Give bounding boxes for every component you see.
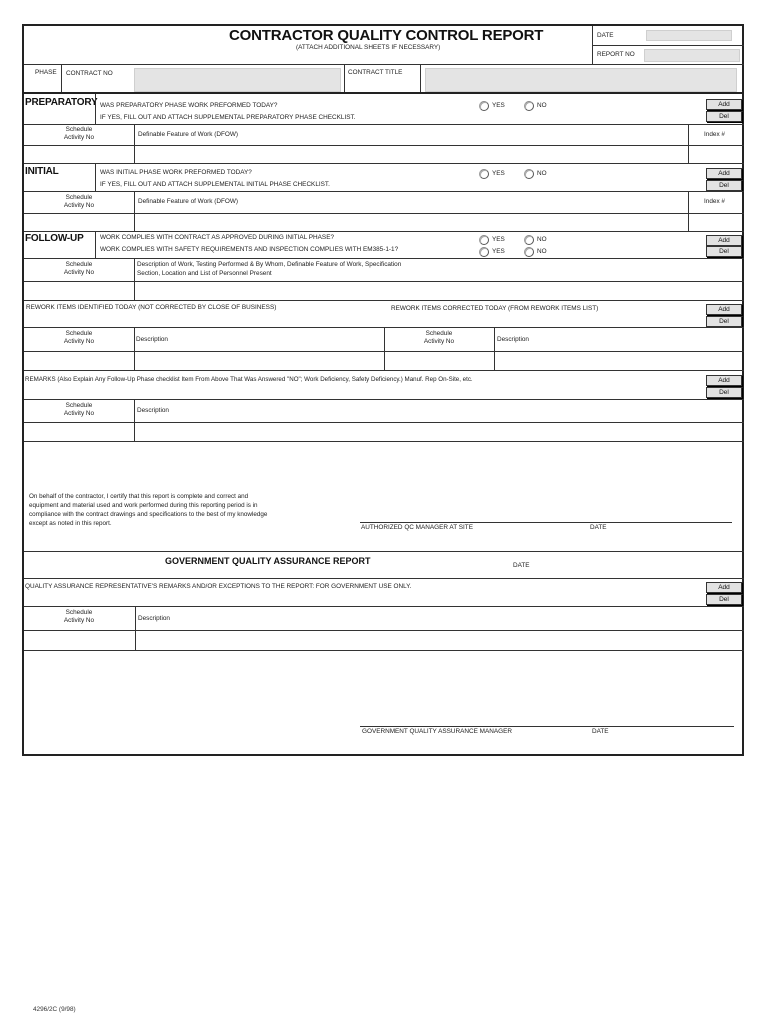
preparatory-heading: PREPARATORY xyxy=(25,97,98,108)
initial-no-radio[interactable] xyxy=(524,169,534,179)
form-number: 4296/2C (9/98) xyxy=(33,1006,76,1013)
qc-manager-label: AUTHORIZED QC MANAGER AT SITE xyxy=(361,524,473,531)
rework-entry-row[interactable] xyxy=(24,352,744,369)
government-date-label: DATE xyxy=(513,562,530,569)
activity-no-label: Activity No xyxy=(423,338,455,345)
preparatory-yes-label: YES xyxy=(492,102,505,109)
schedule-label: Schedule xyxy=(65,402,93,409)
certification-line: compliance with the contract drawings and specifications to the best of my knowledge xyxy=(29,511,268,518)
followup-del-button[interactable]: Del xyxy=(706,246,742,257)
qa-description-header: Description xyxy=(138,615,170,622)
activity-no-label: Activity No xyxy=(63,410,95,417)
qa-manager-date-label: DATE xyxy=(592,728,609,735)
preparatory-no-radio[interactable] xyxy=(524,101,534,111)
followup-description-line2: Section, Location and List of Personnel Present xyxy=(137,270,272,277)
phase-label: PHASE xyxy=(35,69,57,76)
initial-dfow-header: Definable Feature of Work (DFOW) xyxy=(138,198,239,205)
preparatory-no-label: NO xyxy=(537,102,547,109)
rework-right-schedule-header xyxy=(384,330,494,346)
initial-del-button[interactable]: Del xyxy=(706,180,742,191)
followup-entry-row[interactable] xyxy=(24,282,744,299)
rework-add-button[interactable]: Add xyxy=(706,304,742,315)
certification-line: On behalf of the contractor, I certify that this report is complete and correct and xyxy=(29,493,249,500)
initial-question: WAS INITIAL PHASE WORK PREFORMED TODAY? xyxy=(100,169,252,176)
remarks-description-header: Description xyxy=(137,407,169,414)
qc-date-label: DATE xyxy=(590,524,607,531)
followup-contract-no-radio[interactable] xyxy=(524,235,534,245)
date-field[interactable] xyxy=(646,30,732,41)
activity-no-label: Activity No xyxy=(63,134,95,141)
followup-safety-yes-radio[interactable] xyxy=(479,247,489,257)
followup-question-safety: WORK COMPLIES WITH SAFETY REQUIREMENTS AND INSPECTION COMPLIES WITH EM385-1-1? xyxy=(100,246,399,253)
activity-no-label: Activity No xyxy=(63,269,95,276)
followup-add-button[interactable]: Add xyxy=(706,235,742,246)
certification-line: equipment and material used and work performed during this reporting period is in xyxy=(29,502,258,509)
followup-safety-yes-label: YES xyxy=(492,248,505,255)
preparatory-schedule-header xyxy=(24,126,134,142)
remarks-del-button[interactable]: Del xyxy=(706,387,742,398)
date-label: DATE xyxy=(597,32,614,39)
qa-schedule-header xyxy=(24,609,134,625)
preparatory-question: WAS PREPARATORY PHASE WORK PREFORMED TODAY? xyxy=(100,102,278,109)
preparatory-add-button[interactable]: Add xyxy=(706,99,742,110)
initial-schedule-header xyxy=(24,194,134,210)
preparatory-instruction: IF YES, FILL OUT AND ATTACH SUPPLEMENTAL PREPARATORY PHASE CHECKLIST. xyxy=(100,114,356,121)
initial-no-label: NO xyxy=(537,170,547,177)
followup-contract-yes-label: YES xyxy=(492,236,505,243)
followup-safety-no-radio[interactable] xyxy=(524,247,534,257)
report-no-field[interactable] xyxy=(644,49,740,62)
followup-safety-no-label: NO xyxy=(537,248,547,255)
initial-add-button[interactable]: Add xyxy=(706,168,742,179)
preparatory-yes-radio[interactable] xyxy=(479,101,489,111)
qa-add-button[interactable]: Add xyxy=(706,582,742,593)
report-title: CONTRACTOR QUALITY CONTROL REPORT xyxy=(229,27,544,44)
contract-title-field[interactable] xyxy=(425,68,737,92)
qa-del-button[interactable]: Del xyxy=(706,594,742,605)
initial-index-header: Index # xyxy=(704,198,725,205)
remarks-schedule-header xyxy=(24,402,134,418)
qa-remarks-label: QUALITY ASSURANCE REPRESENTATIVE'S REMARKS AND/OR EXCEPTIONS TO THE REPORT: FOR GOVERNMENT USE ONLY. xyxy=(25,583,412,590)
initial-heading: INITIAL xyxy=(25,166,59,177)
activity-no-label: Activity No xyxy=(63,202,95,209)
contract-title-label: CONTRACT TITLE xyxy=(348,69,403,76)
schedule-label: Schedule xyxy=(65,194,93,201)
rework-right-description-header: Description xyxy=(497,336,529,343)
quality-control-report-form xyxy=(22,24,744,756)
rework-identified-label: REWORK ITEMS IDENTIFIED TODAY (NOT CORRECTED BY CLOSE OF BUSINESS) xyxy=(26,304,277,311)
rework-left-schedule-header xyxy=(24,330,134,346)
rework-corrected-label: REWORK ITEMS CORRECTED TODAY (FROM REWORK ITEMS LIST) xyxy=(391,305,599,312)
report-no-label: REPORT NO xyxy=(597,51,635,58)
qc-manager-signature-line[interactable] xyxy=(360,522,732,523)
activity-no-label: Activity No xyxy=(63,617,95,624)
government-qa-heading: GOVERNMENT QUALITY ASSURANCE REPORT xyxy=(165,556,371,566)
followup-heading: FOLLOW-UP xyxy=(25,233,84,244)
preparatory-index-header: Index # xyxy=(704,131,725,138)
initial-yes-radio[interactable] xyxy=(479,169,489,179)
rework-left-description-header: Description xyxy=(136,336,168,343)
remarks-entry-row[interactable] xyxy=(24,423,744,440)
schedule-label: Schedule xyxy=(65,126,93,133)
certification-line: except as noted in this report. xyxy=(29,520,112,527)
schedule-label: Schedule xyxy=(425,330,453,337)
followup-contract-yes-radio[interactable] xyxy=(479,235,489,245)
remarks-label: REMARKS (Also Explain Any Follow-Up Phase checklist Item From Above That Was Answered "NO"; Work Deficiency, Safety Deficiency.) Manuf. Rep On-Site, etc. xyxy=(25,376,473,383)
followup-description-line1: Description of Work, Testing Performed & By Whom, Definable Feature of Work, Specification xyxy=(137,261,402,268)
schedule-label: Schedule xyxy=(65,330,93,337)
qa-entry-row[interactable] xyxy=(24,631,744,649)
initial-yes-label: YES xyxy=(492,170,505,177)
initial-entry-row[interactable] xyxy=(24,214,744,230)
report-subtitle: (ATTACH ADDITIONAL SHEETS IF NECESSARY) xyxy=(296,44,441,51)
certification-statement xyxy=(29,492,319,528)
preparatory-dfow-header: Definable Feature of Work (DFOW) xyxy=(138,131,239,138)
contract-no-field[interactable] xyxy=(134,68,341,92)
activity-no-label: Activity No xyxy=(63,338,95,345)
remarks-add-button[interactable]: Add xyxy=(706,375,742,386)
followup-question-contract: WORK COMPLIES WITH CONTRACT AS APPROVED DURING INITIAL PHASE? xyxy=(100,234,335,241)
schedule-label: Schedule xyxy=(65,261,93,268)
rework-del-button[interactable]: Del xyxy=(706,316,742,327)
qa-manager-signature-line[interactable] xyxy=(360,726,734,727)
followup-schedule-header xyxy=(24,261,134,277)
followup-contract-no-label: NO xyxy=(537,236,547,243)
initial-instruction: IF YES, FILL OUT AND ATTACH SUPPLEMENTAL INITIAL PHASE CHECKLIST. xyxy=(100,181,330,188)
schedule-label: Schedule xyxy=(65,609,93,616)
qa-manager-label: GOVERNMENT QUALITY ASSURANCE MANAGER xyxy=(362,728,512,735)
contract-no-label: CONTRACT NO xyxy=(66,70,113,77)
preparatory-entry-row[interactable] xyxy=(24,146,744,163)
preparatory-del-button[interactable]: Del xyxy=(706,111,742,122)
